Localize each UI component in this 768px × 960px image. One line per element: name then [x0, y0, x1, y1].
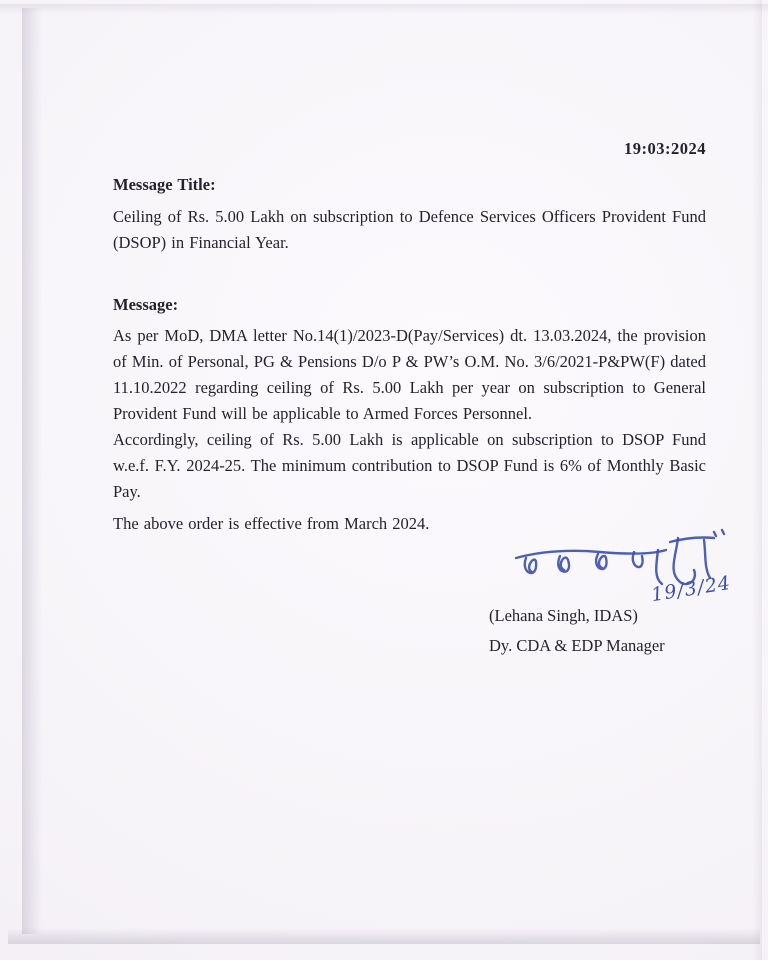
message-title-text: Ceiling of Rs. 5.00 Lakh on subscription to Defence Services Officers Provident Fund (DSOP) in Financial Year.: [113, 207, 706, 252]
message-title-label: Message Title:: [113, 175, 216, 194]
message-paragraphs: [113, 323, 706, 537]
letter-body: [113, 172, 706, 537]
scan-shadow-bottom: [8, 928, 760, 944]
paragraph-3: The above order is effective from March 2024.: [113, 514, 430, 533]
signatory-designation: Dy. CDA & EDP Manager: [489, 636, 665, 655]
signatory-name: (Lehana Singh, IDAS): [489, 606, 638, 625]
paragraph-2: Accordingly, ceiling of Rs. 5.00 Lakh is applicable on subscription to DSOP Fund w.e.f. F.Y. 2024-25. The minimum contribution to DSOP Fund is 6% of Monthly Basic Pay.: [113, 430, 706, 501]
letter-date: 19:03:2024: [624, 139, 706, 158]
handwritten-date: 19/3/24: [649, 571, 733, 607]
paragraph-1: As per MoD, DMA letter No.14(1)/2023-D(Pay/Services) dt. 13.03.2024, the provision of Min. of Personal, PG & Pensions D/o P & PW’s O.M. No. 3/6/2021-P&PW(F) dated 11.10.2022 regarding ceiling of Rs. 5.00 Lakh per year on subscription to General Provident Fund will be applicable to Armed Forces Personnel.: [113, 326, 706, 423]
message-label: Message:: [113, 295, 179, 314]
scan-shadow-right: [752, 0, 762, 960]
scan-shadow-top: [0, 4, 768, 14]
scan-shadow-left: [22, 8, 42, 934]
